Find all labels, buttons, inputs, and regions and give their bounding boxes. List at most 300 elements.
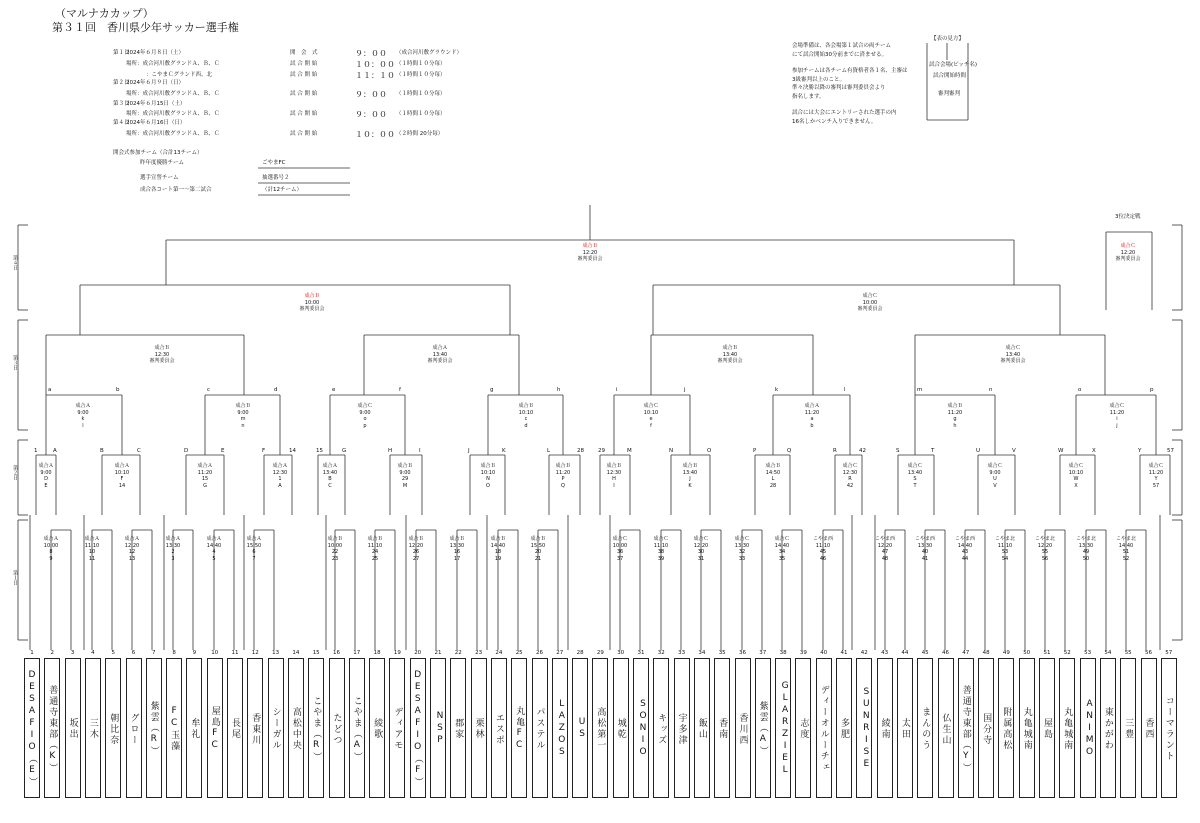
team-name: 香東川: [247, 658, 263, 798]
match-venue: 成合Ｃ: [1005, 345, 1021, 351]
match-venue: 成合Ｃ: [987, 463, 1003, 469]
match-ref: M: [402, 482, 408, 489]
legend-line: 試合会場(ピッチ名): [929, 62, 978, 68]
match-venue: こやま北: [1076, 536, 1097, 542]
note-line: 3級審判以上のこと。: [792, 76, 845, 83]
team-name: たどつ: [329, 658, 345, 798]
team-number: 12: [251, 650, 259, 656]
schedule-day: 第１日: [113, 50, 130, 56]
match-ref: 12: [128, 549, 136, 555]
match-venue: 成合Ｂ: [449, 536, 465, 542]
match-venue: こやま西: [955, 536, 976, 542]
match-ref: C: [328, 482, 332, 489]
schedule-date: ：こやまＣグランド西、北: [146, 72, 213, 78]
match-venue: 成合Ｂ: [606, 463, 622, 469]
legend-line: 試合開始時間: [933, 73, 967, 79]
team-number: 49: [1002, 650, 1010, 656]
team-number: 56: [1145, 650, 1152, 656]
match-time: 11:10: [815, 542, 831, 549]
match-venue: 成合Ｃ: [1068, 463, 1084, 469]
match-time: 11:20: [555, 469, 571, 476]
team-number: 55: [1124, 650, 1132, 656]
schedule-time: ９：００: [355, 110, 387, 119]
match-venue: 成合Ｂ: [367, 536, 383, 542]
match-ref: 32: [738, 549, 746, 555]
match-info: [631, 403, 671, 429]
team-name: 丸亀城南: [1059, 658, 1075, 798]
match-info: [594, 463, 634, 489]
schedule-event: 試 合 開 始: [290, 61, 318, 67]
match-time: 12:20: [1120, 249, 1136, 256]
match-ref: 5: [212, 555, 216, 562]
match-ref: T: [913, 482, 917, 489]
match-ref: 55: [1041, 549, 1049, 555]
match-time: 14:40: [206, 542, 222, 549]
match-info: [850, 293, 890, 313]
note-line: 16名しかベンチ入りできません。: [792, 118, 877, 125]
match-time: 9:00: [237, 409, 249, 416]
match-venue: 成合Ａ: [804, 403, 820, 409]
match-ref: 9: [49, 555, 53, 562]
match-ref: I: [613, 482, 615, 489]
match-info: [528, 536, 548, 562]
match-time: 10:10: [643, 409, 659, 416]
team-number: 26: [536, 650, 543, 656]
match-venue: 成合Ｂ: [304, 293, 320, 299]
bracket-tag: 28: [577, 448, 584, 454]
match-ref: 審判委員会: [149, 358, 175, 364]
match-ref: D: [44, 476, 48, 482]
team-name: キッズ: [653, 658, 669, 798]
team-name: 栗林: [471, 658, 487, 798]
schedule-date: 2024年６月16日（日）: [126, 120, 186, 126]
match-time: 12:30: [154, 351, 170, 358]
match-info: [543, 463, 583, 489]
match-ref: d: [524, 422, 528, 429]
team-number: 36: [739, 650, 746, 656]
team-name: SUNRISE: [856, 658, 872, 798]
schedule-date: 場所：成合河川敷グランドＡ、Ｂ、Ｃ: [126, 61, 220, 67]
team-number: 44: [901, 650, 909, 656]
match-ref: 審判委員会: [577, 256, 603, 262]
match-venue: 成合Ｃ: [357, 403, 373, 409]
match-info: [915, 536, 935, 562]
match-time: 10:00: [43, 542, 59, 549]
team-number: 47: [962, 650, 970, 656]
bracket-tag: n: [989, 387, 993, 393]
match-time: 13:40: [722, 351, 738, 358]
match-ref: f: [650, 422, 652, 429]
match-ref: L: [771, 476, 775, 482]
bracket-tag: 29: [598, 448, 605, 454]
bracket-tag: g: [490, 387, 494, 393]
match-venue: こやま北: [1035, 536, 1056, 542]
team-name: 飯山: [694, 658, 710, 798]
match-ref: 38: [657, 549, 665, 555]
match-venue: こやま西: [915, 536, 936, 542]
team-number: 16: [333, 650, 340, 656]
team-name: LAZOS: [552, 658, 568, 798]
match-ref: b: [810, 422, 814, 429]
schedule-day: 第３日: [113, 101, 130, 107]
schedule-date: 2024年６月８日（土）: [126, 50, 184, 56]
team-name: 紫雲（A）: [755, 658, 771, 798]
match-venue: こやま北: [1116, 536, 1137, 542]
match-time: 13:40: [1005, 351, 1021, 358]
match-time: 14:40: [1118, 542, 1134, 549]
match-ref: R: [848, 476, 852, 482]
match-venue: 成合Ａ: [38, 463, 54, 469]
match-venue: 成合Ｃ: [693, 536, 709, 542]
schedule-event: 試 合 開 始: [290, 72, 318, 78]
match-ref: 28: [769, 482, 777, 489]
match-ref: e: [649, 416, 653, 422]
match-info: [468, 463, 508, 489]
match-ref: J: [689, 476, 691, 482]
side-label-d4: 第４日: [12, 255, 18, 270]
match-venue: 成合Ｂ: [480, 463, 496, 469]
bracket-tag: O: [707, 448, 712, 454]
bracket-tag: T: [931, 448, 935, 454]
match-time: 13:30: [165, 542, 181, 549]
match-ref: 15: [201, 476, 209, 482]
schedule-time: ９：００: [355, 90, 387, 99]
team-name: 善通寺東部（K）: [44, 658, 60, 798]
match-ref: 8: [49, 549, 53, 555]
schedule-note: （１時間１０分毎）: [396, 72, 446, 78]
legend-title: 【表の見方】: [931, 36, 965, 42]
match-ref: S: [913, 476, 917, 482]
match-ref: 40: [921, 549, 929, 555]
match-ref: 2: [171, 549, 175, 555]
match-venue: こやま北: [995, 536, 1016, 542]
bracket-tag: V: [1012, 448, 1016, 454]
match-info: [310, 463, 350, 489]
match-ref: c: [524, 416, 528, 422]
match-ref: 6: [252, 549, 256, 555]
schedule-note: （１時間１０分毎）: [396, 61, 446, 67]
bracket-tag: b: [116, 387, 120, 393]
team-name: 東かがわ: [1100, 658, 1116, 798]
team-number: 13: [272, 650, 280, 656]
third-place-label: 3位決定戦: [1115, 214, 1141, 220]
team-number: 23: [475, 650, 483, 656]
team-name: 紫雲（R）: [146, 658, 162, 798]
team-name: DESAFIO（E）: [24, 658, 40, 798]
match-ref: 49: [1082, 549, 1090, 555]
match-ref: 39: [657, 555, 665, 562]
bracket-tag: f: [399, 387, 401, 393]
team-name: 長尾: [227, 658, 243, 798]
match-info: [163, 536, 183, 562]
match-info: [142, 345, 182, 365]
match-info: [610, 536, 630, 562]
match-venue: 成合Ｃ: [907, 463, 923, 469]
bracket-tag: 42: [859, 448, 866, 454]
match-ref: 23: [331, 555, 339, 562]
team-name: エスポ: [491, 658, 507, 798]
match-info: [651, 536, 671, 562]
match-venue: 成合Ａ: [246, 536, 262, 542]
bracket-tag: L: [547, 448, 551, 454]
match-ref: 審判委員会: [1115, 256, 1141, 262]
bracket-tag: i: [616, 387, 618, 393]
match-ref: 19: [494, 555, 502, 562]
match-ref: N: [486, 476, 490, 482]
match-time: 14:40: [490, 542, 506, 549]
match-ref: 37: [616, 555, 624, 562]
schedule-note: （１時間１０分毎）: [396, 111, 446, 117]
match-ref: 43: [961, 549, 969, 555]
match-venue: 成合Ｂ: [530, 536, 546, 542]
participant-value: 抽選番号２: [262, 175, 290, 181]
team-number: 51: [1043, 650, 1051, 656]
match-time: 12:20: [124, 542, 140, 549]
team-name: 坂出: [65, 658, 81, 798]
bracket-tag: P: [753, 448, 757, 454]
match-time: 10:00: [304, 299, 320, 306]
team-name: US: [572, 658, 588, 798]
match-info: [488, 536, 508, 562]
bracket-tag: U: [976, 448, 981, 454]
match-ref: Y: [1154, 476, 1158, 482]
team-number: 25: [515, 650, 523, 656]
team-name: 丸亀FC: [511, 658, 527, 798]
team-name: FC玉藻: [166, 658, 182, 798]
match-info: [260, 463, 300, 489]
team-name: 丸亀城南: [1019, 658, 1035, 798]
match-ref: 54: [1001, 555, 1009, 562]
team-name: 仏生山: [938, 658, 954, 798]
match-time: 13:40: [682, 469, 698, 476]
team-name: シーガル: [268, 658, 284, 798]
match-info: [995, 536, 1015, 562]
match-ref: 35: [778, 555, 786, 562]
schedule-time: ９：００: [355, 49, 387, 58]
match-time: 14:40: [957, 542, 973, 549]
match-ref: 53: [1001, 549, 1009, 555]
match-venue: 成合Ａ: [124, 536, 140, 542]
match-venue: 成合Ａ: [43, 536, 59, 542]
match-time: 12:30: [842, 469, 858, 476]
bracket-tag: I: [419, 448, 421, 454]
match-ref: 31: [697, 555, 705, 562]
match-time: 13:30: [449, 542, 465, 549]
team-number: 17: [353, 650, 361, 656]
team-number: 35: [718, 650, 726, 656]
bracket-tag: C: [137, 448, 141, 454]
team-name: 朝比奈: [105, 658, 121, 798]
side-label-d2: 第２日: [12, 465, 18, 480]
bracket-tag: N: [669, 448, 674, 454]
schedule-note: （２時間 20分毎）: [396, 131, 444, 137]
match-info: [710, 345, 750, 365]
match-venue: 成合Ａ: [197, 463, 213, 469]
match-time: 11:10: [997, 542, 1013, 549]
match-venue: 成合Ｂ: [947, 403, 963, 409]
match-ref: 30: [697, 549, 705, 555]
schedule-note: （１時間１０分毎）: [396, 91, 446, 97]
team-number: 21: [434, 650, 442, 656]
team-number: 41: [840, 650, 848, 656]
bracket-tag: 14: [289, 448, 296, 454]
match-info: [292, 293, 332, 313]
bracket-tag: l: [844, 387, 846, 393]
note-line: 会場準備は、各会場第１試合の両チーム: [792, 43, 892, 49]
match-time: 11:20: [197, 469, 213, 476]
match-ref: 29: [401, 476, 409, 482]
match-venue: 成合Ｂ: [235, 403, 251, 409]
match-venue: 成合Ｃ: [842, 463, 858, 469]
match-time: 12:30: [606, 469, 622, 476]
team-number: 33: [678, 650, 686, 656]
team-number: 53: [1084, 650, 1092, 656]
match-info: [993, 345, 1033, 365]
match-info: [223, 403, 263, 429]
match-info: [506, 403, 546, 429]
match-info: [732, 536, 752, 562]
match-info: [955, 536, 975, 562]
bracket-tag: X: [1092, 448, 1096, 454]
note-line: 参加チームは各チーム有資格者各１名、主審は: [792, 68, 908, 74]
team-number: 9: [192, 650, 197, 656]
match-time: 13:40: [322, 469, 338, 476]
match-ref: E: [44, 482, 48, 489]
team-number: 7: [152, 650, 156, 656]
match-ref: 16: [453, 549, 461, 555]
team-name: ディーオルーチェ: [816, 658, 832, 798]
team-name: 郡家: [450, 658, 466, 798]
participant-label: 成合各コート第一～第二試合: [140, 187, 212, 193]
bracket-tag: j: [684, 387, 686, 393]
match-time: 11:20: [1109, 409, 1125, 416]
match-ref: 審判委員会: [717, 358, 743, 364]
match-venue: 成合Ｂ: [518, 403, 534, 409]
team-number: 22: [454, 650, 462, 656]
page-title: 第３１回 香川県少年サッカー選手権: [52, 21, 239, 34]
bracket-tag: Q: [787, 448, 792, 454]
team-name: 附属高松: [998, 658, 1014, 798]
match-ref: X: [1074, 482, 1078, 489]
team-number: 6: [131, 650, 136, 656]
match-ref: H: [612, 476, 616, 482]
match-time: 9:00: [77, 409, 89, 416]
team-name: 綾南: [877, 658, 893, 798]
schedule-event: 試 合 開 始: [290, 111, 318, 117]
match-time: 9:00: [40, 469, 52, 476]
match-ref: 48: [881, 555, 889, 562]
bracket-tag: Y: [1138, 448, 1142, 454]
match-venue: 成合Ａ: [84, 536, 100, 542]
schedule-event: 試 合 開 始: [290, 91, 318, 97]
match-time: 13:40: [432, 351, 448, 358]
match-venue: 成合Ｂ: [490, 536, 506, 542]
team-number: 10: [211, 650, 219, 656]
match-ref: 17: [453, 555, 461, 562]
match-venue: 成合Ｂ: [555, 463, 571, 469]
match-info: [365, 536, 385, 562]
match-ref: 26: [412, 549, 420, 555]
team-name: コーマラント: [1161, 658, 1177, 798]
bracket-tag: H: [388, 448, 393, 454]
team-number: 29: [596, 650, 604, 656]
match-venue: 成合Ｂ: [722, 345, 738, 351]
team-name: 香川西: [735, 658, 751, 798]
match-info: [447, 536, 467, 562]
note-line: 準々決勝以降の審判は審判委員会より: [792, 85, 886, 91]
team-name: 宇多津: [674, 658, 690, 798]
bracket-tag: S: [896, 448, 900, 454]
team-name: こやま（A）: [349, 658, 365, 798]
match-ref: 14: [118, 482, 126, 489]
bracket-tag: a: [48, 387, 52, 393]
match-time: 15:50: [530, 542, 546, 549]
match-time: 15:50: [246, 542, 262, 549]
match-ref: i: [1116, 416, 1118, 422]
team-number: 11: [231, 650, 239, 656]
match-ref: 審判委員会: [427, 358, 453, 364]
team-name: 三豊: [1120, 658, 1136, 798]
match-info: [185, 463, 225, 489]
match-venue: 成合Ｃ: [1148, 463, 1164, 469]
match-ref: 22: [331, 549, 339, 555]
match-venue: 成合Ｂ: [327, 536, 343, 542]
team-name: 多肥: [836, 658, 852, 798]
match-info: [691, 536, 711, 562]
match-ref: 審判委員会: [1000, 358, 1026, 364]
match-ref: U: [993, 476, 997, 482]
match-time: 13:30: [1078, 542, 1094, 549]
note-line: 指名します。: [792, 93, 825, 100]
team-name: 屋島: [1039, 658, 1055, 798]
match-ref: V: [993, 482, 997, 489]
match-ref: 51: [1122, 549, 1130, 555]
match-time: 9:00: [989, 469, 1001, 476]
match-ref: 47: [881, 549, 889, 555]
team-number: 14: [292, 650, 300, 656]
schedule-event: 試 合 開 始: [290, 131, 318, 137]
match-ref: h: [953, 422, 957, 429]
team-number: 45: [921, 650, 929, 656]
match-ref: 25: [371, 555, 379, 562]
match-info: [792, 403, 832, 429]
match-venue: 成合Ｃ: [734, 536, 750, 542]
match-info: [41, 536, 61, 562]
schedule-time: １１：１０: [355, 71, 395, 80]
match-ref: 36: [616, 549, 624, 555]
match-venue: 成合Ａ: [114, 463, 130, 469]
match-venue: 成合Ｃ: [643, 403, 659, 409]
match-time: 13:40: [907, 469, 923, 476]
match-time: 9:00: [359, 409, 371, 416]
bracket-tag: A: [53, 448, 57, 454]
match-ref: B: [328, 476, 332, 482]
match-ref: A: [278, 482, 282, 489]
match-ref: 1: [278, 476, 282, 482]
match-time: 11:10: [653, 542, 669, 549]
match-time: 13:30: [917, 542, 933, 549]
match-ref: P: [561, 476, 565, 482]
bracket-tag: B: [100, 448, 104, 454]
bracket-tag: D: [184, 448, 189, 454]
match-time: 12:20: [408, 542, 424, 549]
team-name: こやま（R）: [308, 658, 324, 798]
schedule-date: 2024年６月15日（土）: [126, 101, 186, 107]
schedule-time: １０：００: [355, 130, 395, 139]
match-info: [26, 463, 66, 489]
note-line: 試合には大会にエントリーされた選手の内: [792, 110, 897, 116]
team-number: 28: [576, 650, 584, 656]
